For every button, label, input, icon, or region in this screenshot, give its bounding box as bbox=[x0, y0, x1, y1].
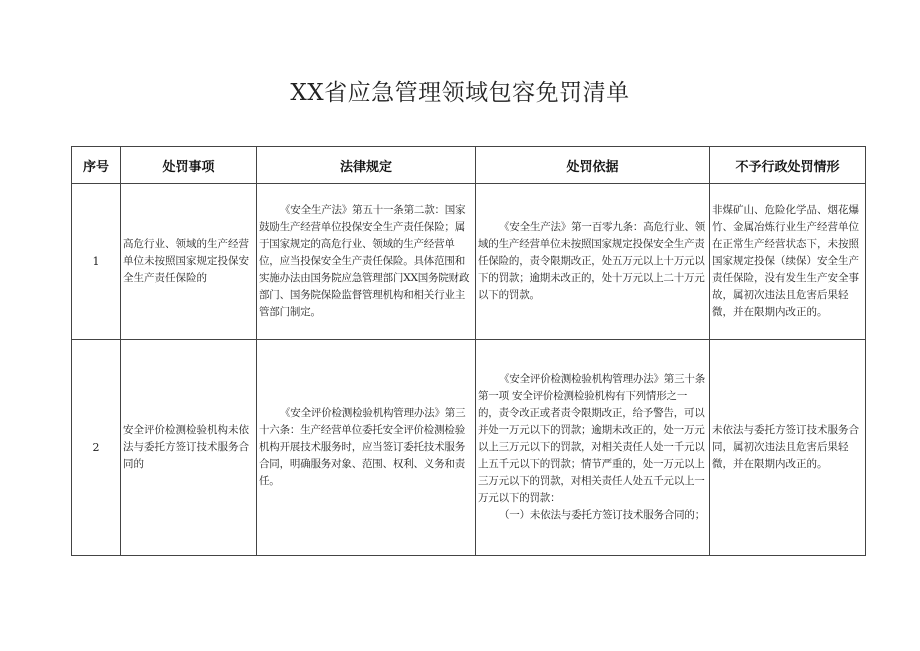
header-index: 序号 bbox=[72, 147, 121, 184]
table-row bbox=[72, 184, 866, 340]
row-penalty-basis bbox=[476, 340, 710, 556]
row-penalty-matter: 高危行业、领域的生产经营单位未按照国家规定投保安全生产责任保险的 bbox=[121, 184, 257, 340]
header-legal-provision: 法律规定 bbox=[257, 147, 476, 184]
document-title: XX省应急管理领域包容免罚清单 bbox=[290, 80, 630, 106]
penalty-basis-item: （一）未依法与委托方签订技术服务合同的； bbox=[499, 509, 705, 521]
row-index: 2 bbox=[72, 340, 121, 556]
row-exemption-circumstance: 未依法与委托方签订技术服务合同，属初次违法且危害后果轻微，并在限期内改正的。 bbox=[710, 340, 866, 556]
penalty-basis-clause: 《安全评价检测检验机构管理办法》第三十条第一项 安全评价检测检验机构有下列情形之一的，责令改正或者责令限期改正，给予警告，可以并处一万元以下的罚款；逾期未改正的，处一万元以上三万元以下的罚款，对相关责任人处一千元以上五千元以下的罚款；情节严重的，处一万元以上三万元以下的罚款，对相关责任人处五千元以上一万元以下的罚款： bbox=[478, 373, 705, 504]
row-legal-provision: 《安全评价检测检验机构管理办法》第三十六条：生产经营单位委托安全评价检测检验机构开展技术服务时，应当签订委托技术服务合同，明确服务对象、范围、权利、义务和责任。 bbox=[257, 340, 476, 556]
table-header-row bbox=[72, 147, 866, 184]
row-index: 1 bbox=[72, 184, 121, 340]
row-exemption-circumstance: 非煤矿山、危险化学品、烟花爆竹、金属冶炼行业生产经营单位在正常生产经营状态下，未按照国家规定投保（续保）安全生产责任保险，没有发生生产安全事故，属初次违法且危害后果轻微，并在限期内改正的。 bbox=[710, 184, 866, 340]
row-legal-provision: 《安全生产法》第五十一条第二款：国家鼓励生产经营单位投保安全生产责任保险；属于国家规定的高危行业、领域的生产经营单位，应当投保安全生产责任保险。具体范围和实施办法由国务院应急管理部门XX国务院财政部门、国务院保险监督管理机构和相关行业主管部门制定。 bbox=[257, 184, 476, 340]
row-penalty-basis: 《安全生产法》第一百零九条：高危行业、领域的生产经营单位未按照国家规定投保安全生产责任保险的，责令限期改正，处五万元以上十万元以下的罚款；逾期未改正的，处十万元以上二十万元以下的罚款。 bbox=[476, 184, 710, 340]
row-penalty-matter: 安全评价检测检验机构未依法与委托方签订技术服务合同的 bbox=[121, 340, 257, 556]
header-exemption-circumstance: 不予行政处罚情形 bbox=[710, 147, 866, 184]
penalty-exemption-table bbox=[71, 146, 866, 556]
header-penalty-matter: 处罚事项 bbox=[121, 147, 257, 184]
table-row bbox=[72, 340, 866, 556]
header-penalty-basis: 处罚依据 bbox=[476, 147, 710, 184]
